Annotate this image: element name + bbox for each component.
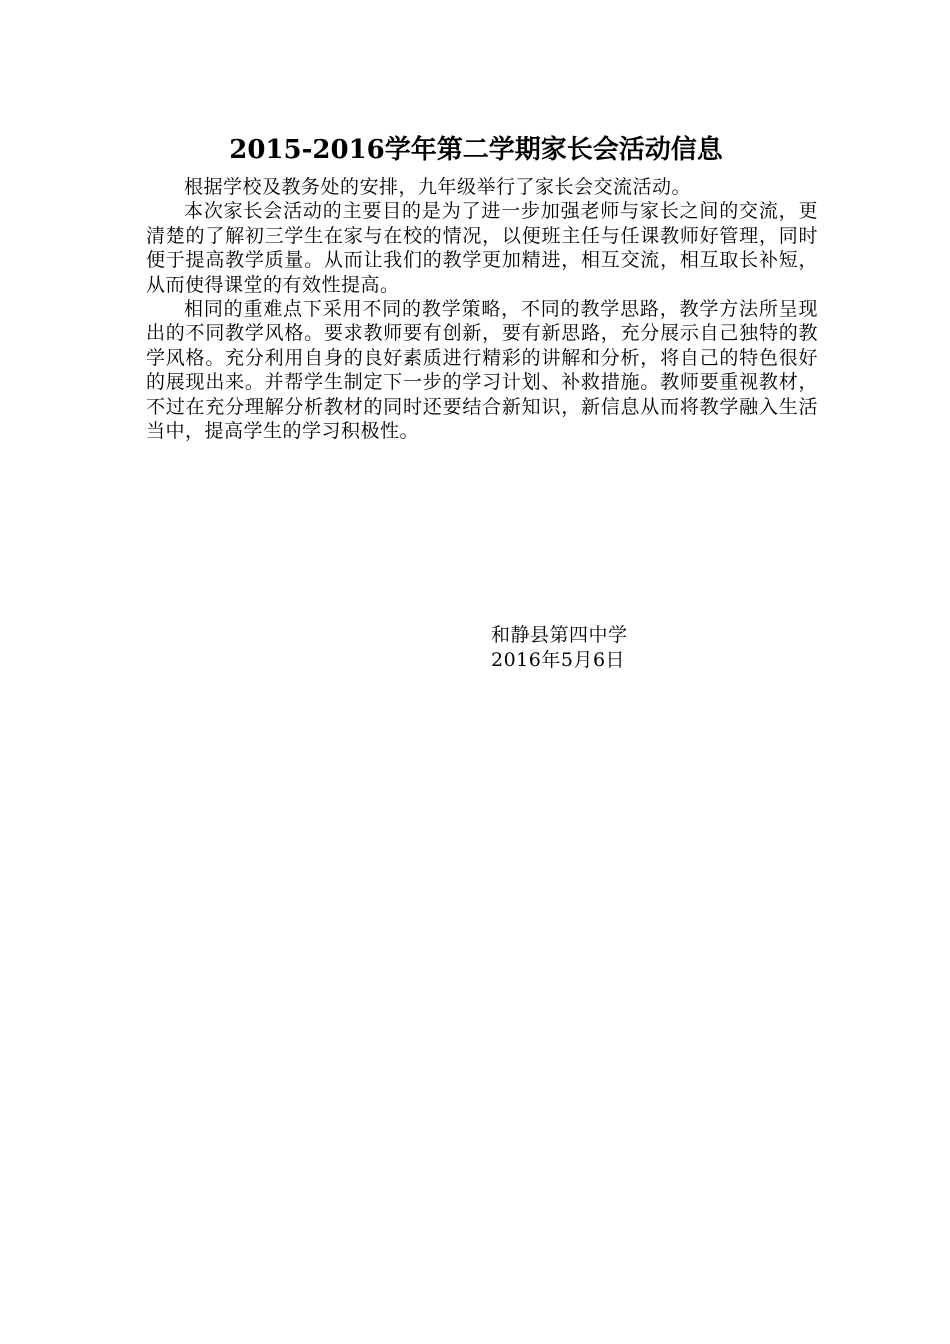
paragraph-purpose: 本次家长会活动的主要目的是为了进一步加强老师与家长之间的交流，更清楚的了解初三学生在家与在校的情况，以便班主任与任课教师好管理，同时便于提高教学质量。从而让我们的教学更加精进，相互交流，相互取长补短，从而使得课堂的有效性提高。 — [146, 200, 818, 296]
document-title: 2015-2016学年第二学期家长会活动信息 — [229, 135, 723, 165]
signature-organization: 和静县第四中学 — [491, 624, 628, 646]
document-body — [146, 175, 818, 443]
signature-date: 2016年5月6日 — [491, 649, 626, 671]
signature-block — [491, 623, 628, 673]
paragraph-teaching-strategy: 相同的重难点下采用不同的教学策略，不同的教学思路，教学方法所呈现出的不同教学风格。要求教师要有创新，要有新思路，充分展示自己独特的教学风格。充分利用自身的良好素质进行精彩的讲解和分析，将自己的特色很好的展现出来。并帮学生制定下一步的学习计划、补救措施。教师要重视教材，不过在充分理解分析教材的同时还要结合新知识，新信息从而将教学融入生活当中，提高学生的学习积极性。 — [146, 298, 818, 443]
paragraph-intro: 根据学校及教务处的安排，九年级举行了家长会交流活动。 — [184, 176, 692, 198]
